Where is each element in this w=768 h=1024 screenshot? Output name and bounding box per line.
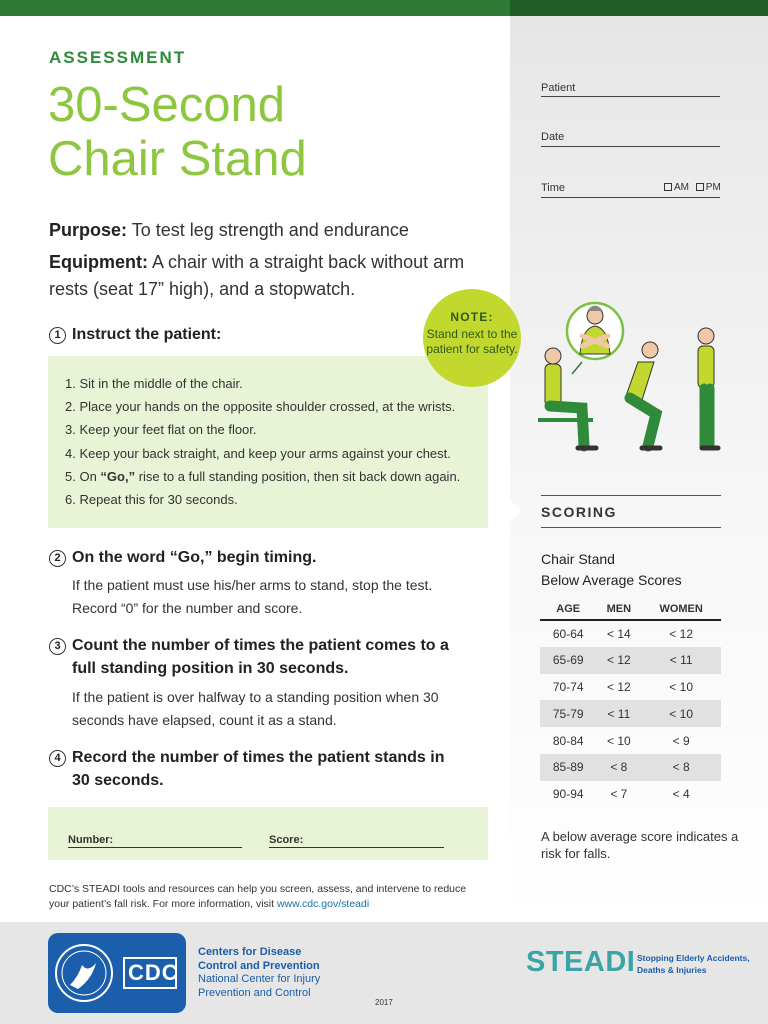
note-heading: NOTE: <box>450 310 494 324</box>
steadi-tagline <box>637 952 750 976</box>
step-1 <box>49 323 221 346</box>
instruction-item: 2. Place your hands on the opposite shoulder crossed, at the wrists. <box>65 399 456 415</box>
instruction-prefix: 5. On <box>65 468 101 484</box>
purpose-label: Purpose: <box>49 220 128 240</box>
cell: 60-64 <box>552 626 584 641</box>
subtitle-line-1: Chair Stand <box>541 551 615 567</box>
cdc-agency-name <box>198 946 320 1000</box>
cdc-logo <box>48 933 186 1013</box>
divider <box>541 527 721 528</box>
instruction-item: 1. Sit in the middle of the chair. <box>65 376 243 391</box>
step-3 <box>49 634 449 680</box>
step-3-body: If the patient is over halfway to a standing position when 30 seconds have elapsed, count it as a stand. <box>72 689 439 728</box>
steadi-info-text: CDC’s STEADI tools and resources can help you screen, assess, and intervene to reduce your patient’s fall risk. For more information, visit <box>49 883 467 910</box>
cell: < 8 <box>596 754 641 781</box>
cell: < 12 <box>596 647 641 674</box>
date-label: Date <box>541 131 565 143</box>
am-label: AM <box>674 182 689 193</box>
instruction-item: 3. Keep your feet flat on the floor. <box>65 422 257 438</box>
cell: < 12 <box>606 679 631 694</box>
scoring-heading: SCORING <box>541 504 617 520</box>
cell: < 10 <box>641 700 721 727</box>
cell: < 11 <box>596 700 641 727</box>
purpose <box>49 217 409 244</box>
cell: 90-94 <box>552 787 584 802</box>
steadi-line-1: Stopping Elderly Accidents, <box>637 953 750 963</box>
step-title: On the word “Go,” begin timing. <box>72 549 317 566</box>
cdc-logo-text: CDC <box>128 960 179 985</box>
top-bar-dark <box>510 0 768 16</box>
step-title: Record the number of times the patient stands in 30 seconds. <box>72 749 445 789</box>
figure-standing <box>698 328 718 448</box>
cell: 65-69 <box>540 647 596 674</box>
note-text: Stand next to the patient for safety. <box>426 327 518 356</box>
table-row <box>540 620 721 647</box>
note-badge <box>423 289 521 387</box>
table-header-row <box>540 598 721 620</box>
cell: 85-89 <box>540 754 596 781</box>
cell: < 14 <box>606 626 631 641</box>
col-men: MEN <box>596 598 641 620</box>
cell: < 8 <box>641 754 721 781</box>
subtitle-line-2: Below Average Scores <box>541 572 682 588</box>
cell: < 7 <box>610 787 628 802</box>
instruction-item: 6. Repeat this for 30 seconds. <box>65 492 238 508</box>
step-number: 4 <box>49 750 66 767</box>
patient-label: Patient <box>541 82 576 94</box>
step-number: 2 <box>49 550 66 567</box>
scoring-subtitle <box>541 549 682 591</box>
time-field[interactable] <box>541 197 720 198</box>
instruction-rest: rise to a full standing position, then sit back down again. <box>135 468 461 484</box>
equipment-label: Equipment: <box>49 252 148 272</box>
instruction-item <box>65 465 488 488</box>
cdc-line-3: National Center for Injury <box>198 973 321 985</box>
divider <box>541 495 721 496</box>
cell: < 10 <box>669 679 693 694</box>
instruction-list <box>48 356 488 511</box>
title-line-1: 30-Second <box>48 78 286 132</box>
pm-checkbox[interactable] <box>696 183 704 191</box>
cdc-line-2: Control and Prevention <box>198 959 320 972</box>
pm-label: PM <box>705 182 721 193</box>
cell: < 12 <box>669 626 693 641</box>
step-title: Count the number of times the patient comes to a full standing position in 30 seconds. <box>72 637 449 677</box>
table-row <box>540 700 721 727</box>
equipment-text: A chair with a straight back without arm rests (seat 17” high), and a stopwatch. <box>49 252 465 299</box>
cdc-line-4: Prevention and Control <box>198 986 311 999</box>
cell: < 9 <box>672 733 690 748</box>
figure-sitting <box>538 348 596 448</box>
scores-table <box>540 598 721 808</box>
table-row <box>540 781 721 808</box>
step-title: Instruct the patient: <box>72 326 222 343</box>
step-number: 3 <box>49 638 66 655</box>
page-title <box>48 78 307 186</box>
number-field[interactable] <box>68 847 242 848</box>
instructions-box <box>48 356 488 528</box>
steadi-line-2: Deaths & Injuries <box>637 965 707 975</box>
col-women: WOMEN <box>641 598 721 620</box>
table-row <box>540 754 721 781</box>
cdc-line-1: Centers for Disease <box>198 946 302 958</box>
table-row <box>540 727 721 754</box>
go-word: “Go,” <box>100 468 136 484</box>
cell: < 4 <box>672 787 690 802</box>
score-label: Score: <box>269 834 304 846</box>
steadi-link[interactable]: www.cdc.gov/steadi <box>276 898 370 910</box>
step-4 <box>49 746 449 792</box>
cell: 70-74 <box>552 679 584 694</box>
steadi-info <box>49 882 479 912</box>
record-box <box>48 807 488 860</box>
step-2-body: If the patient must use his/her arms to stand, stop the test. Record “0” for the number and score. <box>72 577 433 616</box>
score-field[interactable] <box>269 847 444 848</box>
am-pm-options <box>664 182 721 193</box>
am-checkbox[interactable] <box>664 183 672 191</box>
instruction-item: 4. Keep your back straight, and keep your arms against your chest. <box>65 445 451 461</box>
panel-notch <box>510 500 524 522</box>
table-row <box>540 647 721 674</box>
cell: 75-79 <box>540 700 596 727</box>
step-2 <box>49 546 316 569</box>
title-line-2: Chair Stand <box>48 132 307 186</box>
step-number: 1 <box>49 327 66 344</box>
col-age: AGE <box>540 598 596 620</box>
number-label: Number: <box>68 834 114 846</box>
arrow <box>572 362 582 374</box>
time-label: Time <box>541 182 566 194</box>
equipment <box>49 249 479 303</box>
cell: < 10 <box>606 733 631 748</box>
date-field[interactable] <box>541 146 720 147</box>
purpose-text: To test leg strength and endurance <box>127 220 409 240</box>
zoom-circle <box>567 303 623 359</box>
steadi-logo: STEADI <box>526 946 636 978</box>
cell: < 11 <box>641 647 721 674</box>
scoring-footnote: A below average score indicates a risk for falls. <box>541 829 739 861</box>
figure-rising <box>626 342 660 448</box>
cell: 80-84 <box>552 733 584 748</box>
patient-field[interactable] <box>541 96 720 97</box>
year: 2017 <box>375 998 393 1007</box>
top-bar <box>0 0 510 16</box>
eyebrow: ASSESSMENT <box>49 48 187 67</box>
table-row <box>540 674 721 701</box>
chair-stand-illustration <box>530 296 760 466</box>
